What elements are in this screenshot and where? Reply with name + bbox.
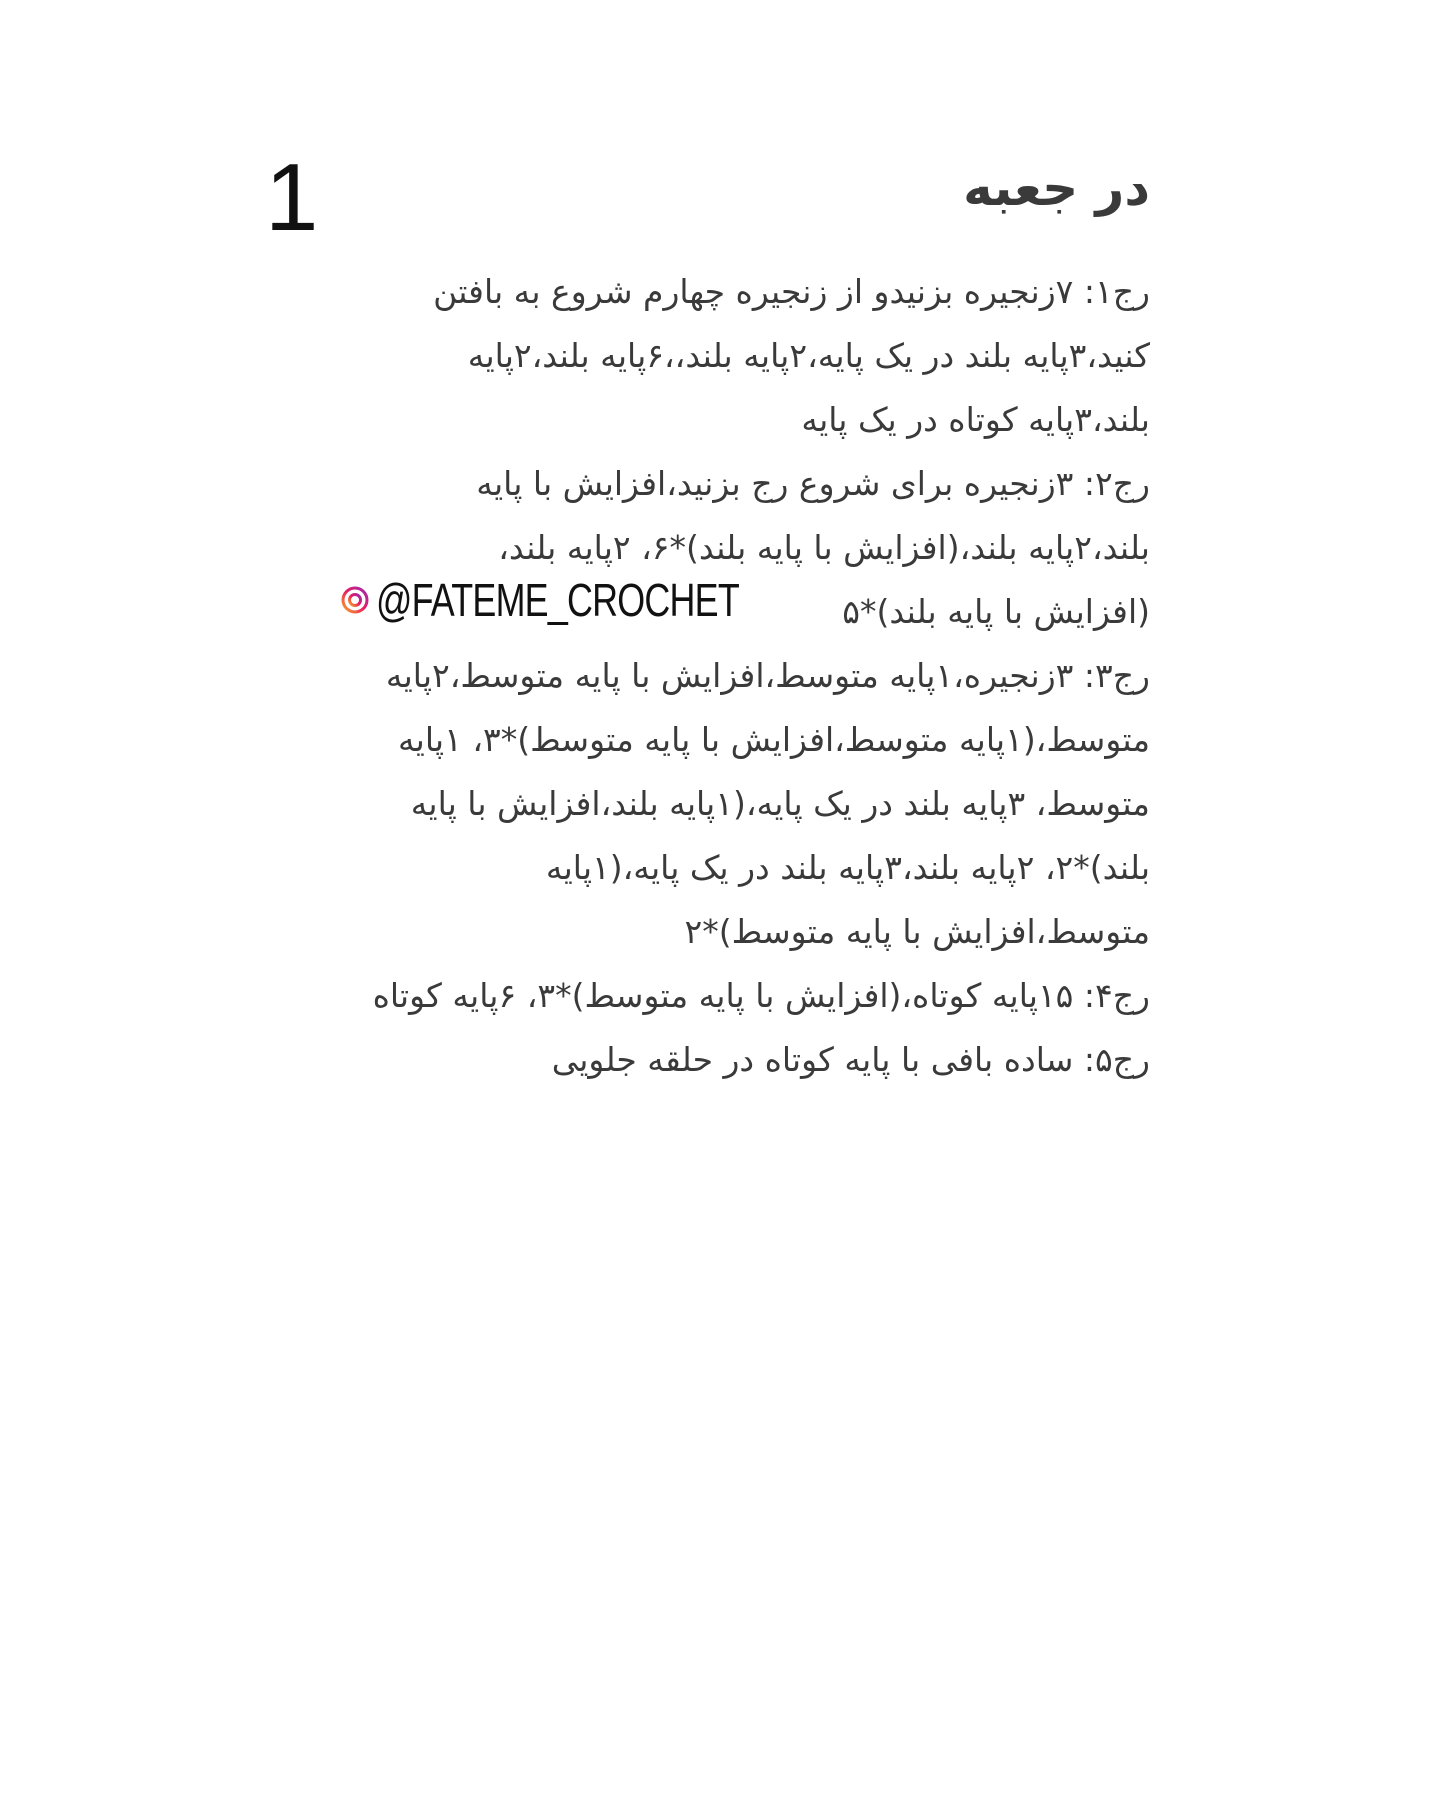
instruction-line: متوسط،(۱پایه متوسط،افزایش با پایه متوسط)*۳، ۱پایه bbox=[397, 720, 1150, 759]
instruction-line: بلند،۲پایه بلند،(افزایش با پایه بلند)*۶، ۲پایه بلند، bbox=[498, 528, 1150, 567]
instruction-line: متوسط، ۳پایه بلند در یک پایه،(۱پایه بلند،افزایش با پایه bbox=[410, 784, 1150, 823]
instruction-line: رج۲: ۳زنجیره برای شروع رج بزنید،افزایش با پایه bbox=[476, 464, 1150, 503]
pattern-instructions bbox=[250, 260, 1150, 1092]
instruction-line: بلند)*۲، ۲پایه بلند،۳پایه بلند در یک پایه،(۱پایه bbox=[545, 848, 1150, 887]
instagram-watermark bbox=[340, 573, 841, 627]
instruction-line: متوسط،افزایش با پایه متوسط)*۲ bbox=[684, 912, 1150, 951]
instruction-line: رج۵: ساده بافی با پایه کوتاه در حلقه جلویی bbox=[551, 1040, 1150, 1079]
instruction-line: رج۴: ۱۵پایه کوتاه،(افزایش با پایه متوسط)*۳، ۶پایه کوتاه bbox=[372, 976, 1150, 1015]
page-number: 1 bbox=[265, 144, 319, 251]
instagram-icon bbox=[340, 585, 370, 615]
instruction-line: رج۳: ۳زنجیره،۱پایه متوسط،افزایش با پایه متوسط،۲پایه bbox=[385, 656, 1150, 695]
instruction-line: بلند،۳پایه کوتاه در یک پایه bbox=[801, 400, 1150, 439]
instruction-line: رج۱: ۷زنجیره بزنیدو از زنجیره چهارم شروع به بافتن bbox=[433, 272, 1150, 311]
instruction-line: (افزایش با پایه بلند)*۵ bbox=[842, 592, 1150, 631]
page-title: در جعبه bbox=[963, 159, 1150, 217]
instruction-line: کنید،۳پایه بلند در یک پایه،۲پایه بلند،،۶پایه بلند،۲پایه bbox=[467, 336, 1150, 375]
watermark-handle: @FATEME_CROCHET bbox=[376, 574, 739, 626]
